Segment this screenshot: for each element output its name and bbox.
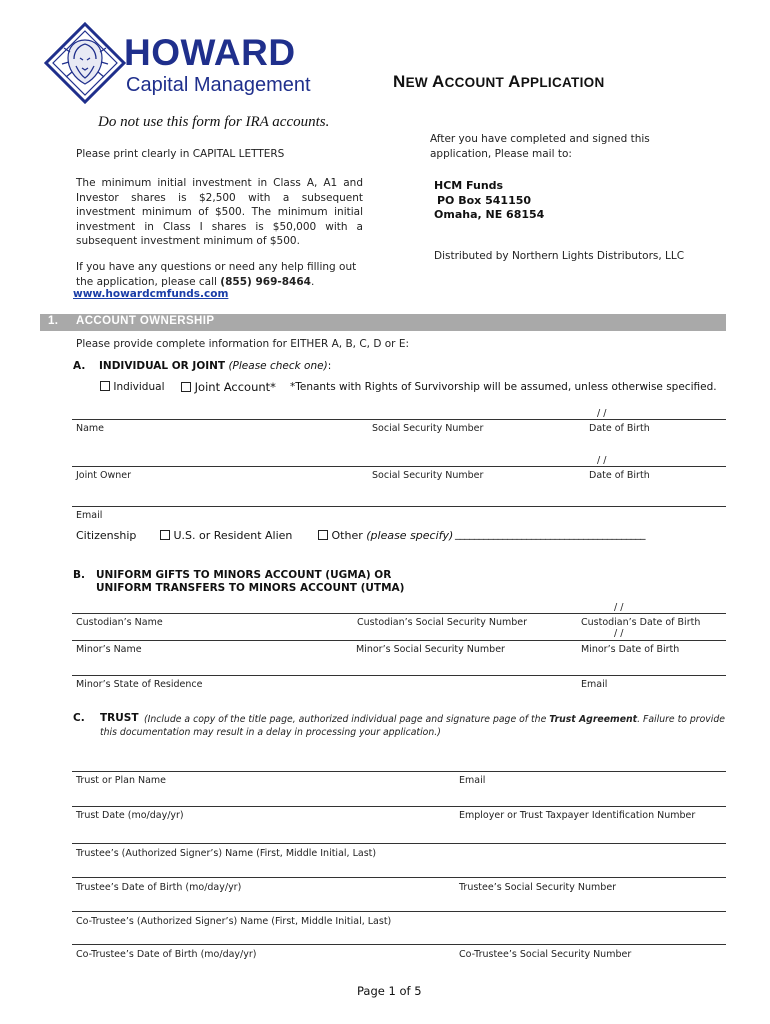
minor-line[interactable] [72, 640, 726, 641]
mail-instructions: After you have completed and signed this application, Please mail to: [430, 133, 650, 160]
trustee-name-label: Trustee’s (Authorized Signer’s) Name (First, Middle Initial, Last) [76, 848, 377, 859]
section-number: 1. [48, 315, 59, 327]
custodian-line[interactable] [72, 613, 726, 614]
trustee-dob-line[interactable] [72, 877, 726, 878]
questions-text: If you have any questions or need any help filling out the application, please call (855) 969-8464. [76, 261, 357, 288]
lion-shield-icon [44, 22, 126, 104]
name-line[interactable] [72, 419, 726, 420]
page-number: Page 1 of 5 [357, 984, 422, 998]
ein-label: Employer or Trust Taxpayer Identification Number [459, 810, 696, 821]
joint-owner-label: Joint Owner [76, 470, 132, 481]
joint-account-checkbox[interactable] [181, 382, 191, 392]
custodian-ssn-label: Custodian’s Social Security Number [357, 617, 528, 628]
joint-account-option[interactable]: Joint Account* [181, 380, 276, 394]
part-b-heading: UNIFORM GIFTS TO MINORS ACCOUNT (UGMA) OR UNIFORM TRANSFERS TO MINORS ACCOUNT (UTMA) [96, 569, 405, 594]
email-line[interactable] [72, 506, 726, 507]
name-label: Name [76, 423, 105, 434]
cotrustee-name-label: Co-Trustee’s (Authorized Signer’s) Name (First, Middle Initial, Last) [76, 916, 392, 927]
trust-date-line[interactable] [72, 806, 726, 807]
logo-wordmark: HOWARD [124, 32, 296, 73]
trust-date-label: Trust Date (mo/day/yr) [76, 810, 184, 821]
trust-note: (Include a copy of the title page, authorized individual page and signature page of the Trust Agreement. Failure to provide this documentation may result in a delay in processing your application.) [100, 714, 726, 738]
other-citizenship-option[interactable]: Other (please specify) [318, 529, 453, 542]
part-b-letter: B. [73, 569, 85, 581]
citizenship-label: Citizenship [76, 529, 137, 542]
minor-state-label: Minor’s State of Residence [76, 679, 203, 690]
address-line-3: Omaha, NE 68154 [434, 208, 545, 221]
joint-dob-slashes: / / [597, 455, 607, 466]
section-intro: Please provide complete information for EITHER A, B, C, D or E: [76, 338, 410, 350]
dob-slashes: / / [597, 408, 607, 419]
part-c-heading: TRUST [100, 712, 139, 724]
logo [44, 22, 334, 104]
ssn-label: Social Security Number [372, 423, 484, 434]
individual-option[interactable]: Individual [100, 381, 164, 393]
cotrustee-ssn-label: Co-Trustee’s Social Security Number [459, 949, 632, 960]
trust-email-label: Email [459, 775, 486, 786]
minimum-investment-text: The minimum initial investment in Class A, A1 and Investor shares is $2,500 with a subsequent investment minimum of $500. The minimum initial investment in Class I shares is $50,000 with a subsequent investment minimum of $500. [76, 177, 363, 247]
address-line-1: HCM Funds [434, 179, 504, 192]
custodian-name-label: Custodian’s Name [76, 617, 163, 628]
mailing-address [434, 179, 544, 223]
us-resident-option[interactable]: U.S. or Resident Alien [160, 529, 292, 542]
custodian-dob-label: Custodian’s Date of Birth [581, 617, 701, 628]
custodian-dob-slashes: / / [614, 602, 624, 613]
tenants-note: *Tenants with Rights of Survivorship will be assumed, unless otherwise specified. [290, 381, 717, 393]
other-specify-field[interactable]: ________________________________________ [455, 528, 645, 540]
cotrustee-dob-line[interactable] [72, 944, 726, 945]
website-link[interactable]: www.howardcmfunds.com [73, 288, 229, 300]
dob-label: Date of Birth [589, 423, 650, 434]
part-c-letter: C. [73, 712, 85, 724]
joint-owner-line[interactable] [72, 466, 726, 467]
joint-ssn-label: Social Security Number [372, 470, 484, 481]
minor-ssn-label: Minor’s Social Security Number [356, 644, 505, 655]
cotrustee-name-line[interactable] [72, 911, 726, 912]
ira-notice: Do not use this form for IRA accounts. [98, 114, 330, 130]
trustee-name-line[interactable] [72, 843, 726, 844]
page-title: NEW ACCOUNT APPLICATION [393, 72, 605, 91]
section-header-account-ownership [40, 314, 726, 331]
part-a-letter: A. [73, 360, 86, 372]
trustee-ssn-label: Trustee’s Social Security Number [459, 882, 617, 893]
part-a-heading: INDIVIDUAL OR JOINT (Please check one): [99, 360, 332, 372]
minor-dob-label: Minor’s Date of Birth [581, 644, 680, 655]
trust-name-label: Trust or Plan Name [76, 775, 167, 786]
address-line-2: PO Box 541150 [437, 193, 532, 207]
minor-state-line[interactable] [72, 675, 726, 676]
logo-subtitle: Capital Management [126, 74, 311, 96]
us-resident-checkbox[interactable] [160, 530, 170, 540]
other-citizenship-checkbox[interactable] [318, 530, 328, 540]
section-heading: ACCOUNT OWNERSHIP [76, 315, 215, 327]
email-label: Email [76, 510, 103, 521]
trust-name-line[interactable] [72, 771, 726, 772]
phone-number: (855) 969-8464 [220, 275, 311, 288]
trustee-dob-label: Trustee’s Date of Birth (mo/day/yr) [76, 882, 242, 893]
cotrustee-dob-label: Co-Trustee’s Date of Birth (mo/day/yr) [76, 949, 257, 960]
ugma-email-label: Email [581, 679, 608, 690]
minor-dob-slashes: / / [614, 628, 624, 639]
individual-checkbox[interactable] [100, 381, 110, 391]
print-instructions: Please print clearly in CAPITAL LETTERS [76, 148, 285, 160]
distributor-text: Distributed by Northern Lights Distributors, LLC [434, 250, 685, 262]
minor-name-label: Minor’s Name [76, 644, 142, 655]
joint-dob-label: Date of Birth [589, 470, 650, 481]
